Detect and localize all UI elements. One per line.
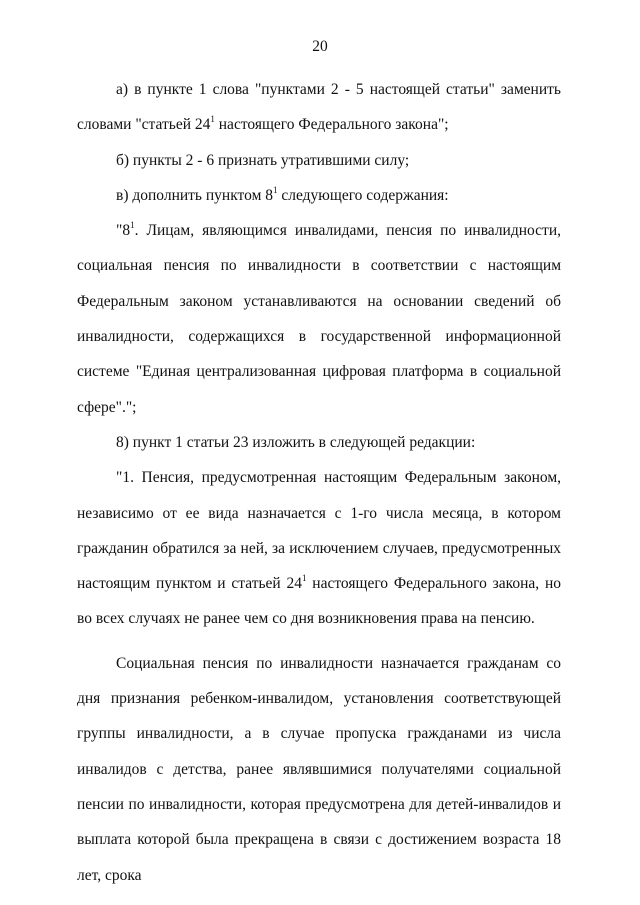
paragraph-v-text-2: следующего содержания: bbox=[277, 186, 449, 204]
paragraph-a-text-1: а) в пункте 1 слова "пунктами 2 - 5 настоящей статьи" заменить словами "статьей 24 bbox=[77, 81, 561, 134]
paragraph-social-pension: Социальная пенсия по инвалидности назначается гражданам со дня признания ребенком-инвалидом, установления соответствующей группы инвалидности, а в случае пропуска гражданами из числа инвалидов с детства, ранее являвшимися получателями социальной пенсии по инвалидности, которая предусмотрена для детей-инвалидов и выплата которой была прекращена в связи с достижением возраста 18 лет, срока bbox=[77, 654, 561, 884]
paragraph-v-text-1: в) дополнить пунктом 8 bbox=[116, 186, 273, 204]
paragraph-v bbox=[77, 178, 561, 213]
superscript: 1 bbox=[130, 220, 135, 231]
superscript: 1 bbox=[273, 184, 278, 195]
paragraph-a-text-2: настоящего Федерального закона"; bbox=[214, 116, 449, 134]
paragraph-a bbox=[77, 72, 561, 143]
paragraph-pension-text-1: "1. Пенсия, предусмотренная настоящим Федеральным законом, независимо от ее вида назначается с 1-го числа месяца, в котором гражданин обратился за ней, за исключением случаев, предусмотренных настоящим пунктом и статьей 24 bbox=[77, 469, 561, 593]
paragraph-8-1-text-1: "8 bbox=[116, 222, 131, 240]
superscript: 1 bbox=[210, 114, 215, 125]
paragraph-b: б) пункты 2 - 6 признать утратившими силу; bbox=[116, 151, 410, 169]
superscript: 1 bbox=[302, 573, 307, 584]
page-number: 20 bbox=[312, 38, 328, 55]
paragraph-pension-quote bbox=[77, 460, 561, 636]
paragraph-8-1-text-2: . Лицам, являющимся инвалидами, пенсия по инвалидности, социальная пенсия по инвалидности в соответствии с настоящим Федеральным законом устанавливаются на основании сведений об инвалидности, содержащихся в государственной информационной системе "Единая централизованная цифровая платформа в социальной сфере"."; bbox=[77, 222, 561, 416]
document-body bbox=[77, 72, 561, 893]
paragraph-item-8: 8) пункт 1 статьи 23 изложить в следующей редакции: bbox=[116, 433, 476, 451]
paragraph-8-1-quote bbox=[77, 213, 561, 425]
paragraph-pension-text-2: настоящего Федерального закона, но во всех случаях не ранее чем со дня возникновения права на пенсию. bbox=[77, 575, 561, 628]
